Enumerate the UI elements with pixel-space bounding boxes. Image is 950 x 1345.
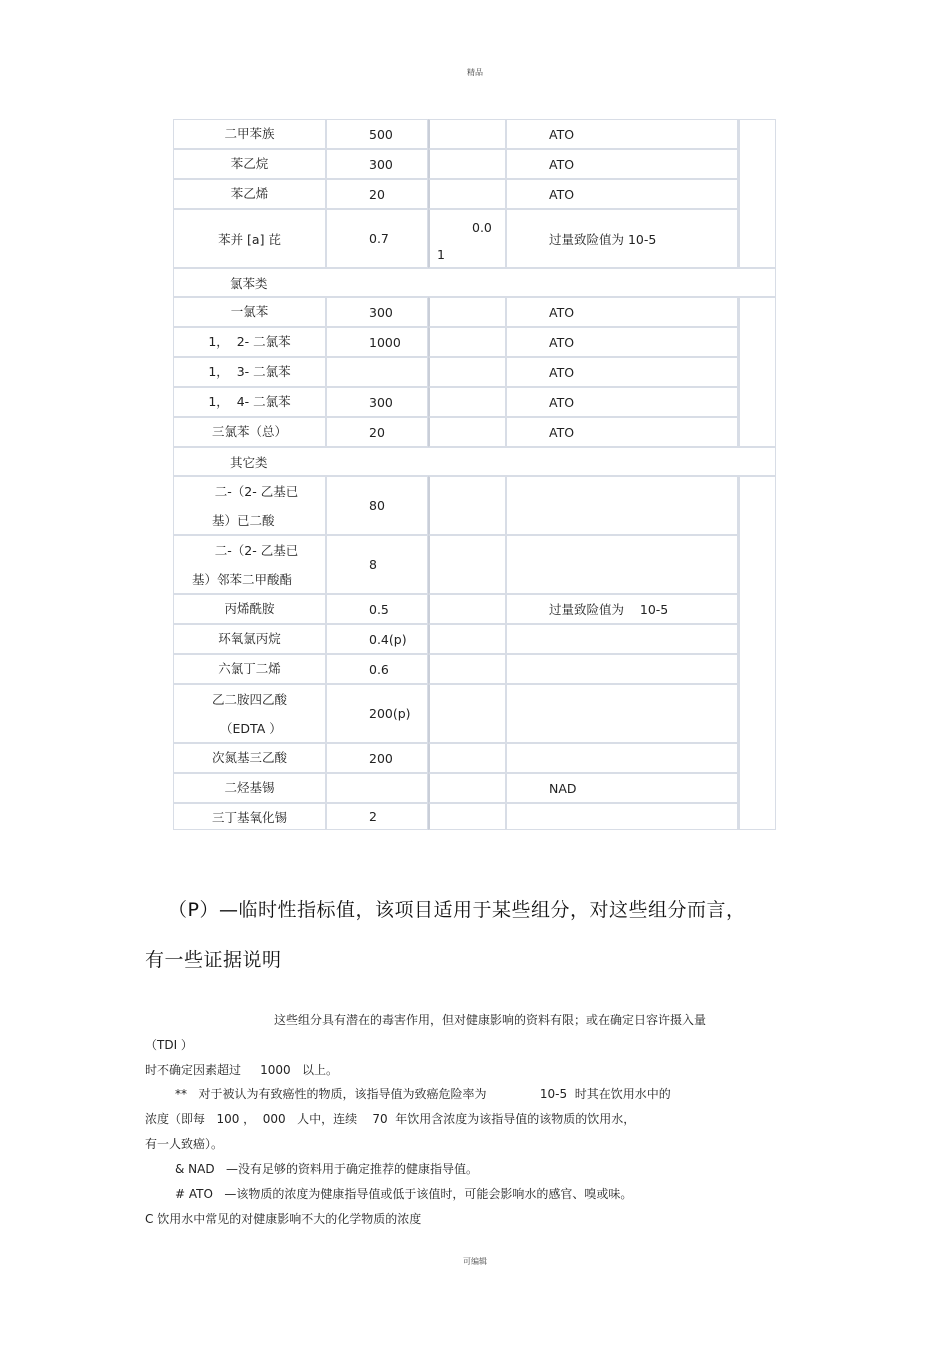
table-row bbox=[173, 743, 738, 773]
blank-cell bbox=[428, 773, 506, 803]
footnote-line: 浓度（即每 100 ， 000 人中，连续 70 年饮用含浓度为该指导值的该物质的饮用水， bbox=[145, 1112, 636, 1126]
footnote-line: & NAD —没有足够的资料用于确定推荐的健康指导值。 bbox=[175, 1162, 479, 1176]
page-header: 精品 bbox=[467, 68, 483, 77]
footnote-line: （TDI ） bbox=[145, 1038, 193, 1052]
blank-cell bbox=[428, 387, 506, 417]
blank-cell bbox=[428, 476, 506, 535]
remark: ATO bbox=[506, 297, 738, 327]
substance-name: 苯并 [a] 芘 bbox=[173, 209, 326, 268]
substance-name: 苯乙烷 bbox=[173, 149, 326, 179]
substance-name: 二-（2- 乙基已 基）已二酸 bbox=[173, 476, 326, 535]
blank-cell bbox=[428, 297, 506, 327]
table-row bbox=[173, 624, 738, 654]
table-row bbox=[173, 476, 738, 535]
guideline-value: 20 bbox=[326, 179, 428, 209]
guideline-value: 300 bbox=[326, 149, 428, 179]
group-label: 氯苯类 bbox=[230, 276, 268, 291]
guideline-value: 0.6 bbox=[326, 654, 428, 684]
guideline-value: 0.5 bbox=[326, 594, 428, 624]
remark: ATO bbox=[506, 149, 738, 179]
table-row bbox=[173, 327, 738, 357]
substance-name: 乙二胺四乙酸 （EDTA ） bbox=[173, 684, 326, 743]
table-row bbox=[173, 684, 738, 743]
substance-name: 一氯苯 bbox=[173, 297, 326, 327]
blank-cell bbox=[428, 417, 506, 447]
table-row bbox=[173, 535, 738, 594]
blank-cell bbox=[428, 327, 506, 357]
guideline-table bbox=[173, 119, 776, 830]
guideline-value: 200 bbox=[326, 743, 428, 773]
remark: NAD bbox=[506, 773, 738, 803]
table-row bbox=[173, 803, 738, 830]
table-row bbox=[173, 594, 738, 624]
guideline-value: 8 bbox=[326, 535, 428, 594]
blank-cell bbox=[428, 357, 506, 387]
substance-name: 丙烯酰胺 bbox=[173, 594, 326, 624]
remark: 过量致险值为 10-5 bbox=[506, 594, 738, 624]
substance-name: 三丁基氧化锡 bbox=[173, 803, 326, 830]
remark: ATO bbox=[506, 327, 738, 357]
blank-cell bbox=[428, 654, 506, 684]
substance-name: 1， 3- 二氯苯 bbox=[173, 357, 326, 387]
substance-name: 三氯苯（总） bbox=[173, 417, 326, 447]
guideline-value: 0.7 bbox=[326, 209, 428, 268]
table-edge-column bbox=[738, 119, 776, 268]
blank-cell bbox=[428, 119, 506, 149]
guideline-value: 300 bbox=[326, 387, 428, 417]
page-footer: 可编辑 bbox=[463, 1257, 487, 1266]
substance-name: 二-（2- 乙基已 基）邻苯二甲酸酯 bbox=[173, 535, 326, 594]
blank-cell bbox=[428, 179, 506, 209]
remark: ATO bbox=[506, 179, 738, 209]
blank-cell bbox=[428, 803, 506, 830]
table-row bbox=[173, 773, 738, 803]
guideline-value: 20 bbox=[326, 417, 428, 447]
table-row bbox=[173, 417, 738, 447]
table-edge-column bbox=[738, 297, 776, 447]
footnote-heading-line2: 有一些证据说明 bbox=[145, 949, 282, 971]
group-label: 其它类 bbox=[230, 455, 268, 470]
guideline-value: 300 bbox=[326, 297, 428, 327]
table-row bbox=[173, 179, 738, 209]
blank-cell bbox=[428, 624, 506, 654]
table-row bbox=[173, 357, 738, 387]
footnote-line: 时不确定因素超过 1000 以上。 bbox=[145, 1063, 339, 1077]
blank-cell bbox=[428, 743, 506, 773]
guideline-value: 1000 bbox=[326, 327, 428, 357]
split-value-cell bbox=[428, 209, 506, 268]
group-header-others bbox=[173, 447, 776, 476]
remark bbox=[506, 743, 738, 773]
table-row bbox=[173, 149, 738, 179]
table-row bbox=[173, 387, 738, 417]
substance-name: 二甲苯族 bbox=[173, 119, 326, 149]
remark: ATO bbox=[506, 417, 738, 447]
table-row bbox=[173, 297, 738, 327]
substance-name: 环氧氯丙烷 bbox=[173, 624, 326, 654]
blank-cell bbox=[428, 684, 506, 743]
table-edge-column bbox=[738, 476, 776, 830]
substance-name: 次氮基三乙酸 bbox=[173, 743, 326, 773]
split-value-top: 0.0 bbox=[472, 220, 492, 235]
remark bbox=[506, 624, 738, 654]
footnote-line: # ATO —该物质的浓度为健康指导值或低于该值时，可能会影响水的感官、嗅或味。 bbox=[175, 1187, 633, 1201]
substance-name: 六氯丁二烯 bbox=[173, 654, 326, 684]
group-header-chlorobenzenes bbox=[173, 268, 776, 297]
guideline-value: 2 bbox=[326, 803, 428, 830]
remark bbox=[506, 535, 738, 594]
footnote-line: 这些组分具有潜在的毒害作用，但对健康影响的资料有限；或在确定日容许摄入量 bbox=[274, 1013, 707, 1027]
remark: ATO bbox=[506, 387, 738, 417]
substance-name: 1， 2- 二氯苯 bbox=[173, 327, 326, 357]
blank-cell bbox=[428, 594, 506, 624]
remark: ATO bbox=[506, 357, 738, 387]
footnote-heading-line1: （P）—临时性指标值，该项目适用于某些组分，对这些组分而言， bbox=[168, 899, 746, 921]
substance-name: 二烃基锡 bbox=[173, 773, 326, 803]
guideline-value bbox=[326, 773, 428, 803]
guideline-value: 80 bbox=[326, 476, 428, 535]
substance-name: 1， 4- 二氯苯 bbox=[173, 387, 326, 417]
remark: ATO bbox=[506, 119, 738, 149]
remark: 过量致险值为 10-5 bbox=[506, 209, 738, 268]
table-row bbox=[173, 119, 738, 149]
remark bbox=[506, 476, 738, 535]
table-row bbox=[173, 209, 738, 268]
remark bbox=[506, 684, 738, 743]
split-value-bottom: 1 bbox=[437, 247, 445, 262]
footnote-line: C 饮用水中常见的对健康影响不大的化学物质的浓度 bbox=[145, 1212, 422, 1226]
footnote-line: 有一人致癌）。 bbox=[145, 1137, 224, 1151]
guideline-value bbox=[326, 357, 428, 387]
table-row bbox=[173, 654, 738, 684]
blank-cell bbox=[428, 535, 506, 594]
substance-name: 苯乙烯 bbox=[173, 179, 326, 209]
guideline-value: 200(p) bbox=[326, 684, 428, 743]
remark bbox=[506, 654, 738, 684]
remark bbox=[506, 803, 738, 830]
guideline-value: 500 bbox=[326, 119, 428, 149]
blank-cell bbox=[428, 149, 506, 179]
footnote-line: ** 对于被认为有致癌性的物质，该指导值为致癌危险率为 10-5 时其在饮用水中的 bbox=[175, 1087, 671, 1101]
guideline-value: 0.4(p) bbox=[326, 624, 428, 654]
